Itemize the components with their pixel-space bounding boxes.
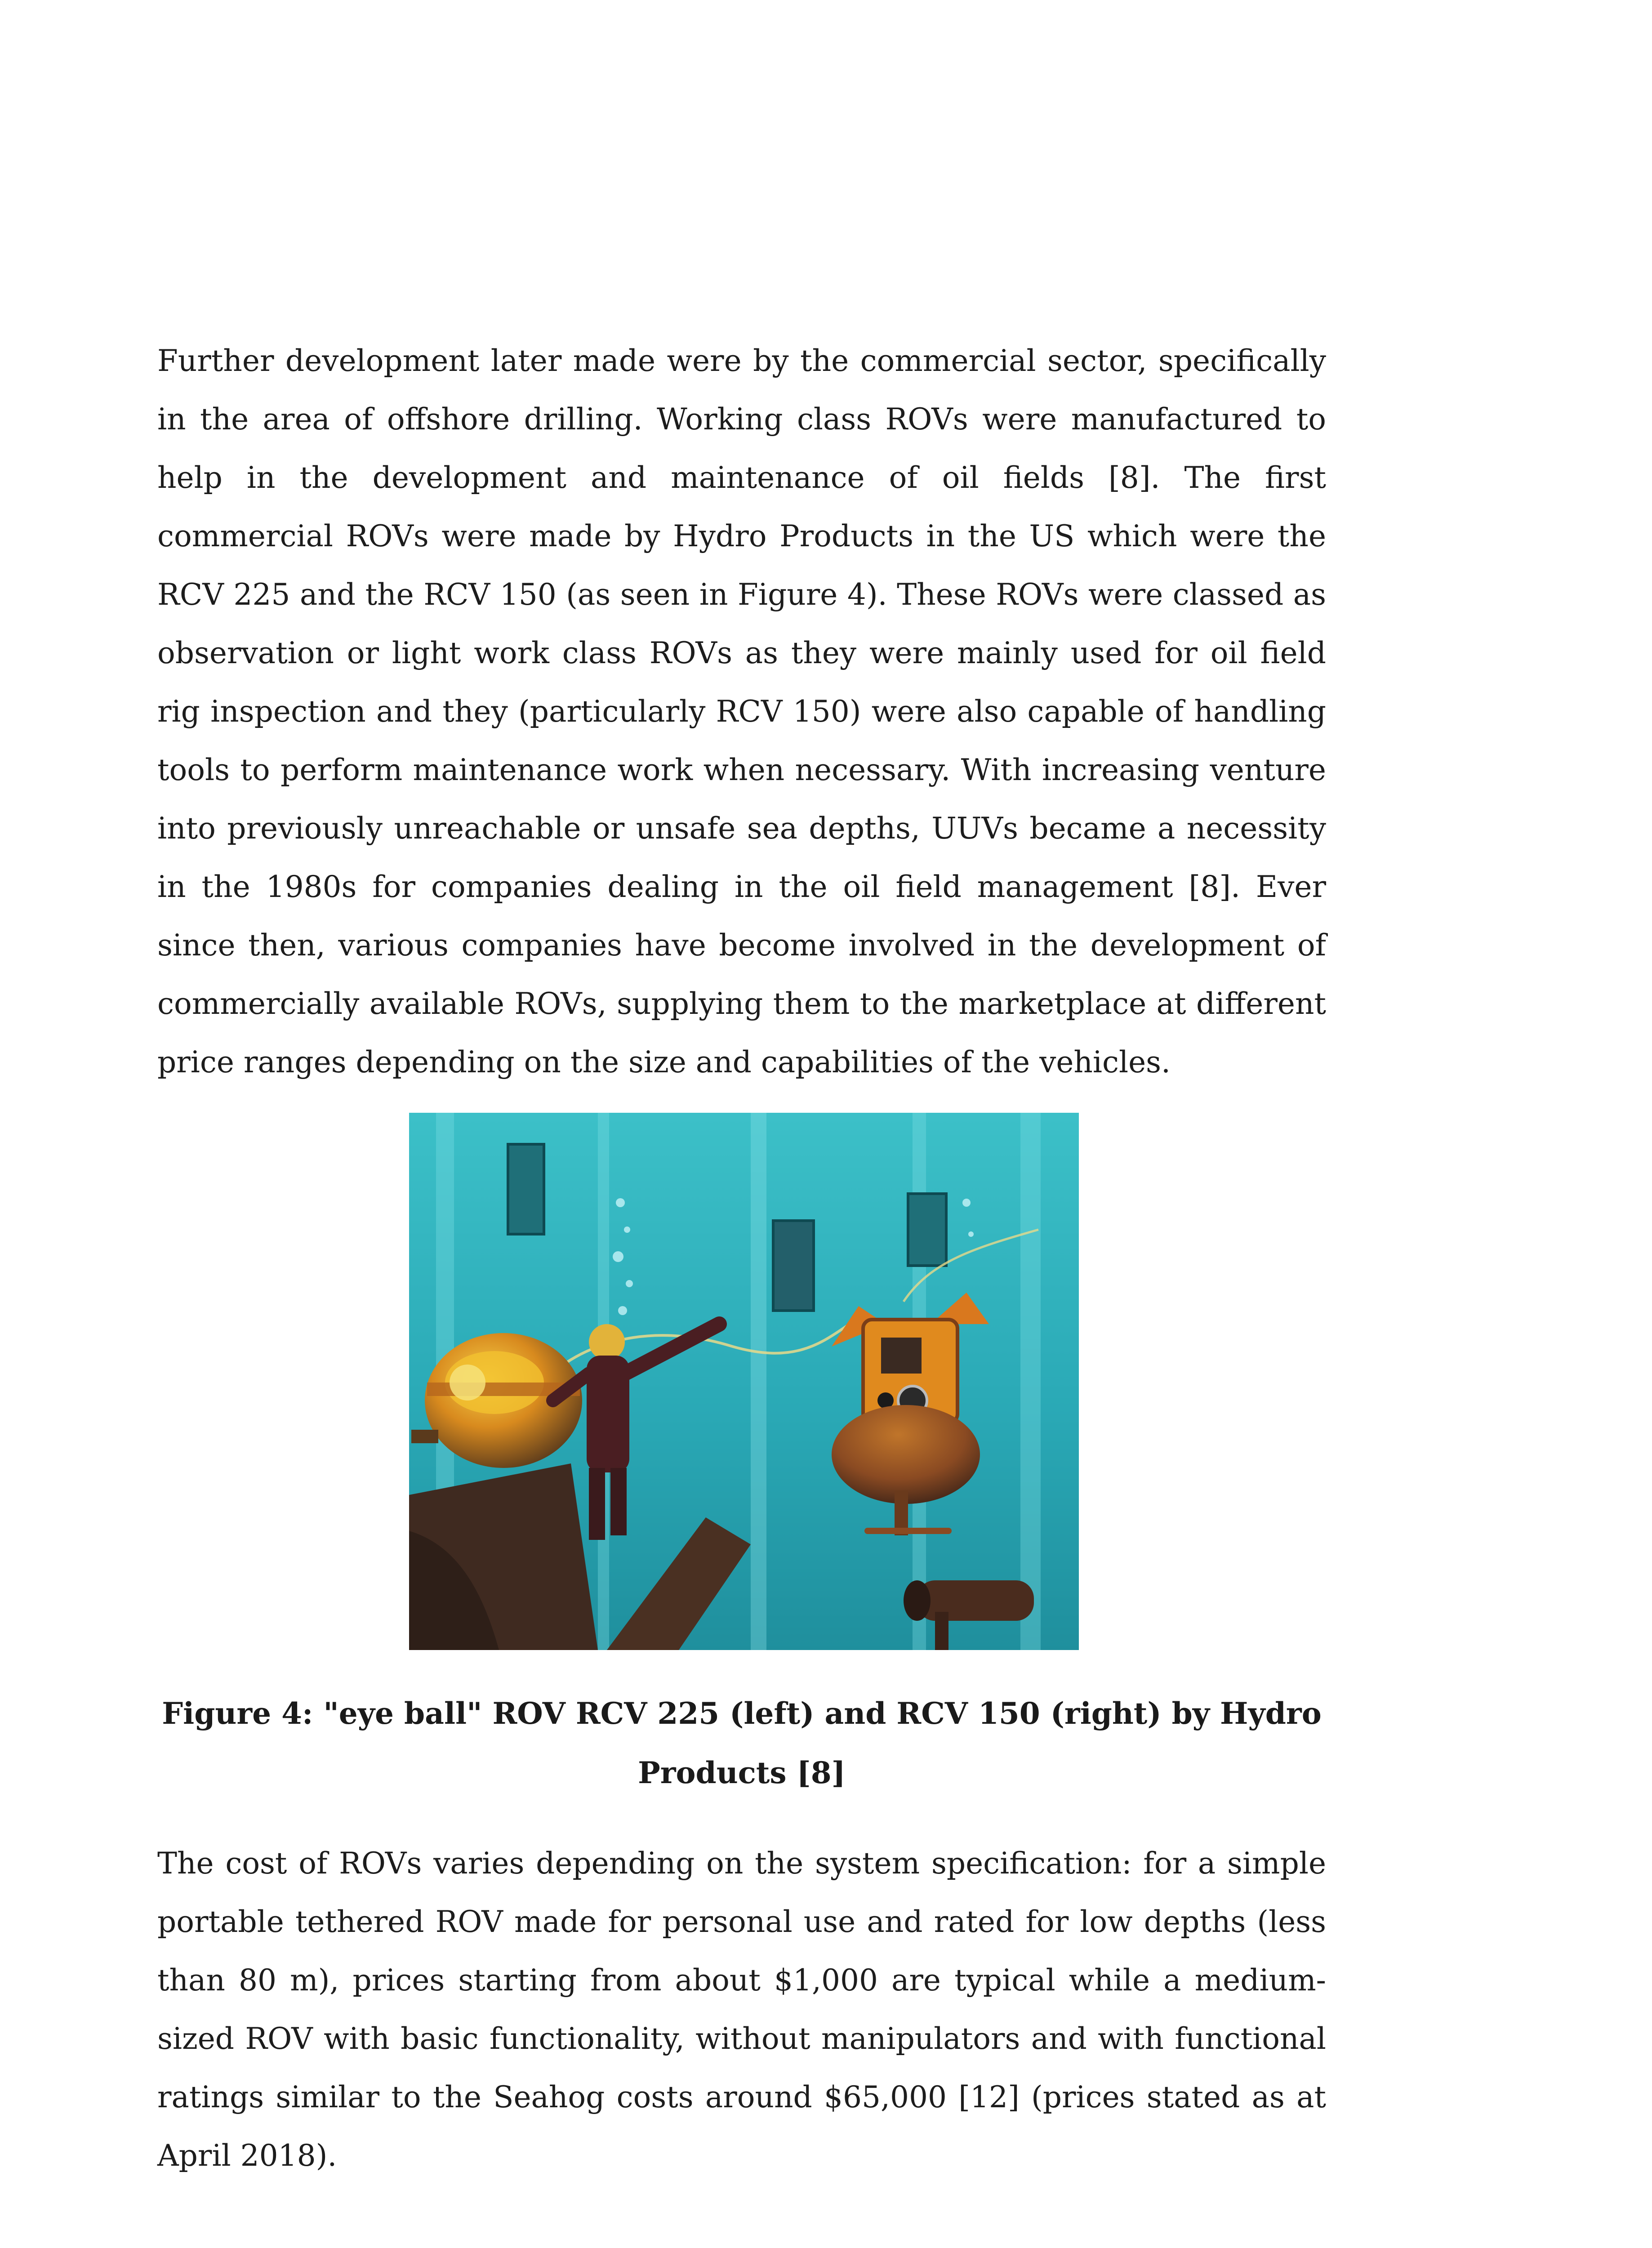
- body-paragraph-2: The cost of ROVs varies depending on the system specification: for a simple portable tethered ROV made for personal use and rated for low depths (less than 80 m), prices starting from about $1,000 are typical while a medium-sized ROV with basic functionality, without manipulators and with functional ratings similar to the Seahog costs around $65,000 [12] (prices stated as at April 2018).: [157, 1846, 1326, 2173]
- figure-photo: [409, 1113, 1079, 1650]
- window-panel: [773, 1221, 814, 1311]
- window-panel: [508, 1144, 544, 1234]
- body-paragraph-1: Further development later made were by the commercial sector, specifically in the area of offshore drilling. Working class ROVs were manufactured to help in the development and maintenance of oil fields [8]. The first commercial ROVs were made by Hydro Products in the US which were the RCV 225 and the RCV 150 (as seen in Figure 4). These ROVs were classed as observation or light work class ROVs as they were mainly used for oil field rig inspection and they (particularly RCV 150) were also capable of handling tools to perform maintenance work when necessary. With increasing venture into previously unreachable or unsafe sea depths, UUVs became a necessity in the 1980s for companies dealing in the oil field management [8]. Ever since then, various companies have become involved in the development of commercially available ROVs, supplying them to the marketplace at different price ranges depending on the size and capabilities of the vehicles.: [157, 343, 1326, 1079]
- underwater-rov-photo: [409, 1113, 1079, 1650]
- figure-caption: Figure 4: "eye ball" ROV RCV 225 (left) and RCV 150 (right) by Hydro Products [8]: [162, 1696, 1322, 1790]
- window-panel: [908, 1194, 946, 1266]
